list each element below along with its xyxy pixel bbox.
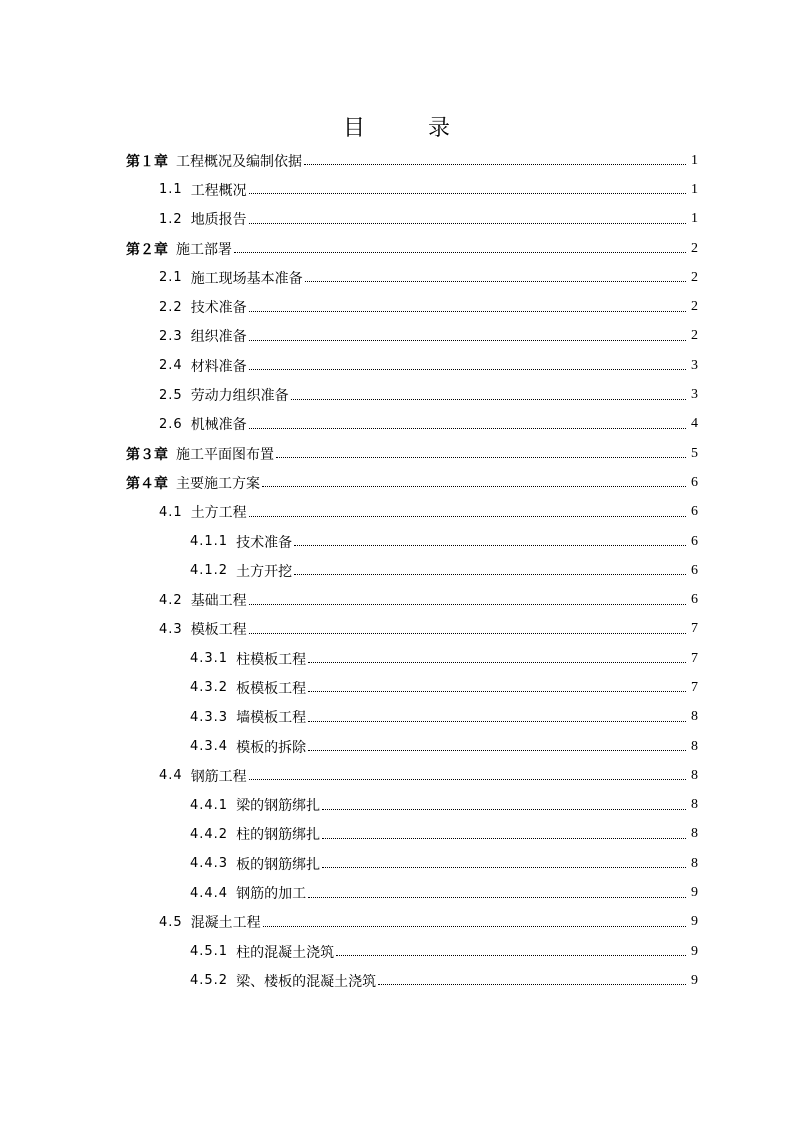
toc-dot-leader [249, 428, 686, 429]
toc-dot-leader [308, 721, 686, 722]
toc-entry-number: 2.6 [159, 416, 183, 432]
toc-entry[interactable] [0, 703, 698, 732]
toc-entry-number: 2.3 [159, 328, 183, 344]
toc-dot-leader [249, 516, 686, 517]
toc-entry[interactable] [0, 175, 698, 204]
toc-entry-page: 8 [691, 826, 698, 842]
toc-dot-leader [308, 662, 686, 663]
toc-entry-number: 2.5 [159, 387, 183, 403]
toc-entry-label: 板模板工程 [236, 680, 307, 697]
toc-entry-label: 机械准备 [190, 417, 247, 434]
toc-dot-leader [336, 955, 686, 956]
toc-entry-page: 8 [691, 709, 698, 725]
toc-dot-leader [249, 223, 686, 224]
toc-entry[interactable] [0, 263, 698, 292]
toc-entry-number: 4.5 [159, 914, 183, 930]
toc-entry-number: 4.3.3 [190, 709, 229, 725]
toc-entry-label: 组织准备 [190, 329, 247, 346]
toc-entry-number: 4.4.3 [190, 856, 229, 872]
toc-entry[interactable] [0, 439, 698, 468]
toc-entry[interactable] [0, 351, 698, 380]
toc-dot-leader [308, 897, 686, 898]
toc-entry-label: 基础工程 [190, 593, 247, 610]
toc-entry-label: 地质报告 [190, 212, 247, 229]
toc-entry-page: 1 [691, 211, 698, 227]
toc-entry-page: 7 [691, 679, 698, 695]
toc-entry[interactable] [0, 761, 698, 790]
toc-entry-page: 6 [691, 533, 698, 549]
toc-entry[interactable] [0, 791, 698, 820]
toc-entry[interactable] [0, 498, 698, 527]
toc-entry[interactable] [0, 585, 698, 614]
table-of-contents [0, 146, 793, 996]
toc-entry[interactable] [0, 234, 698, 263]
toc-entry-label: 模板的拆除 [236, 739, 307, 756]
toc-entry-label: 工程概况 [190, 182, 247, 199]
toc-dot-leader [304, 164, 686, 165]
toc-entry-page: 2 [691, 328, 698, 344]
toc-entry[interactable] [0, 937, 698, 966]
toc-entry[interactable] [0, 527, 698, 556]
toc-dot-leader [322, 867, 686, 868]
toc-entry-number: 4.4.1 [190, 797, 229, 813]
toc-dot-leader [378, 984, 686, 985]
toc-entry-label: 钢筋的加工 [236, 886, 307, 903]
toc-entry-page: 8 [691, 738, 698, 754]
toc-entry[interactable] [0, 322, 698, 351]
toc-dot-leader [291, 399, 686, 400]
toc-entry-page: 1 [691, 181, 698, 197]
toc-entry-number: 4.5.1 [190, 944, 229, 960]
toc-entry-page: 6 [691, 592, 698, 608]
toc-entry[interactable] [0, 205, 698, 234]
toc-entry[interactable] [0, 468, 698, 497]
toc-entry-label: 技术准备 [190, 300, 247, 317]
toc-dot-leader [305, 281, 686, 282]
toc-entry-label: 工程概况及编制依据 [176, 153, 302, 170]
toc-entry-number: 4.5.2 [190, 973, 229, 989]
toc-dot-leader [294, 545, 686, 546]
toc-entry-number: 4.3.2 [190, 680, 229, 696]
toc-entry[interactable] [0, 849, 698, 878]
toc-entry-number: 4.2 [159, 592, 183, 608]
toc-entry[interactable] [0, 615, 698, 644]
toc-entry-number: 4.3.4 [190, 739, 229, 755]
toc-entry-label: 土方开挖 [236, 563, 293, 580]
page-title: 目 录 [343, 116, 478, 141]
toc-dot-leader [249, 779, 686, 780]
toc-entry[interactable] [0, 410, 698, 439]
toc-dot-leader [322, 809, 686, 810]
toc-entry-number: 4.3.1 [190, 651, 229, 667]
toc-entry-page: 8 [691, 855, 698, 871]
toc-entry[interactable] [0, 556, 698, 585]
toc-entry-number: 4.1.2 [190, 563, 229, 579]
toc-entry[interactable] [0, 146, 698, 175]
toc-entry-page: 6 [691, 562, 698, 578]
toc-entry-label: 柱的混凝土浇筑 [236, 944, 335, 961]
toc-entry-label: 施工平面图布置 [176, 446, 274, 463]
toc-entry-page: 3 [691, 387, 698, 403]
toc-entry[interactable] [0, 732, 698, 761]
toc-entry[interactable] [0, 380, 698, 409]
toc-entry-page: 6 [691, 504, 698, 520]
toc-entry-number: 4.3 [159, 621, 183, 637]
toc-entry[interactable] [0, 820, 698, 849]
toc-entry-label: 混凝土工程 [190, 915, 261, 932]
toc-dot-leader [249, 193, 686, 194]
toc-entry-page: 9 [691, 972, 698, 988]
toc-entry-number: 1.2 [159, 211, 183, 227]
toc-entry-number: 2.4 [159, 358, 183, 374]
toc-entry-label: 钢筋工程 [190, 768, 247, 785]
toc-entry-page: 7 [691, 650, 698, 666]
toc-entry-page: 3 [691, 357, 698, 373]
toc-dot-leader [294, 574, 686, 575]
toc-entry-label: 柱的钢筋绑扎 [236, 827, 321, 844]
toc-dot-leader [249, 604, 686, 605]
toc-entry[interactable] [0, 966, 698, 995]
toc-entry-page: 1 [691, 152, 698, 168]
toc-entry-number: 4.1 [159, 504, 183, 520]
toc-entry-label: 模板工程 [190, 622, 247, 639]
toc-entry-label: 材料准备 [190, 358, 247, 375]
toc-dot-leader [249, 633, 686, 634]
toc-entry-page: 2 [691, 299, 698, 315]
toc-dot-leader [262, 486, 686, 487]
toc-entry-number: 4.4 [159, 768, 183, 784]
toc-entry-page: 8 [691, 767, 698, 783]
toc-entry-number: 2.2 [159, 299, 183, 315]
toc-entry-number: 2.1 [159, 270, 183, 286]
toc-entry[interactable] [0, 908, 698, 937]
toc-dot-leader [249, 311, 686, 312]
toc-entry-label: 土方工程 [190, 505, 247, 522]
toc-entry-number: 第３章 [126, 446, 168, 463]
toc-entry-number: 4.1.1 [190, 534, 229, 549]
toc-entry-label: 施工部署 [176, 241, 232, 258]
toc-entry-label: 梁的钢筋绑扎 [236, 798, 321, 815]
toc-entry-page: 9 [691, 914, 698, 930]
toc-entry-number: 4.4.4 [190, 885, 229, 901]
toc-entry[interactable] [0, 673, 698, 702]
toc-dot-leader [308, 750, 686, 751]
toc-entry-label: 柱模板工程 [236, 651, 307, 668]
toc-entry-page: 9 [691, 885, 698, 901]
toc-entry-page: 2 [691, 240, 698, 256]
toc-entry-number: 第２章 [126, 241, 168, 258]
toc-dot-leader [249, 369, 686, 370]
toc-dot-leader [322, 838, 686, 839]
toc-entry-label: 主要施工方案 [176, 475, 260, 492]
toc-dot-leader [249, 340, 686, 341]
toc-entry[interactable] [0, 292, 698, 321]
toc-dot-leader [263, 926, 686, 927]
toc-entry-label: 劳动力组织准备 [190, 388, 289, 405]
toc-entry-label: 墙模板工程 [236, 710, 307, 727]
toc-entry-label: 板的钢筋绑扎 [236, 856, 321, 873]
toc-dot-leader [234, 252, 686, 253]
toc-entry-number: 1.1 [159, 182, 183, 198]
toc-entry-number: 4.4.2 [190, 826, 229, 842]
toc-entry[interactable] [0, 878, 698, 907]
toc-entry[interactable] [0, 644, 698, 673]
toc-entry-label: 施工现场基本准备 [190, 270, 303, 287]
toc-entry-page: 8 [691, 797, 698, 813]
toc-entry-page: 9 [691, 943, 698, 959]
toc-entry-page: 6 [691, 474, 698, 490]
toc-dot-leader [308, 691, 686, 692]
toc-entry-number: 第１章 [126, 153, 168, 170]
toc-entry-number: 第４章 [126, 475, 168, 492]
toc-entry-page: 5 [691, 445, 698, 461]
toc-entry-label: 技术准备 [236, 534, 293, 551]
toc-entry-page: 2 [691, 269, 698, 285]
toc-entry-label: 梁、楼板的混凝土浇筑 [236, 973, 377, 990]
toc-dot-leader [276, 457, 686, 458]
toc-entry-page: 7 [691, 621, 698, 637]
toc-entry-page: 4 [691, 416, 698, 432]
